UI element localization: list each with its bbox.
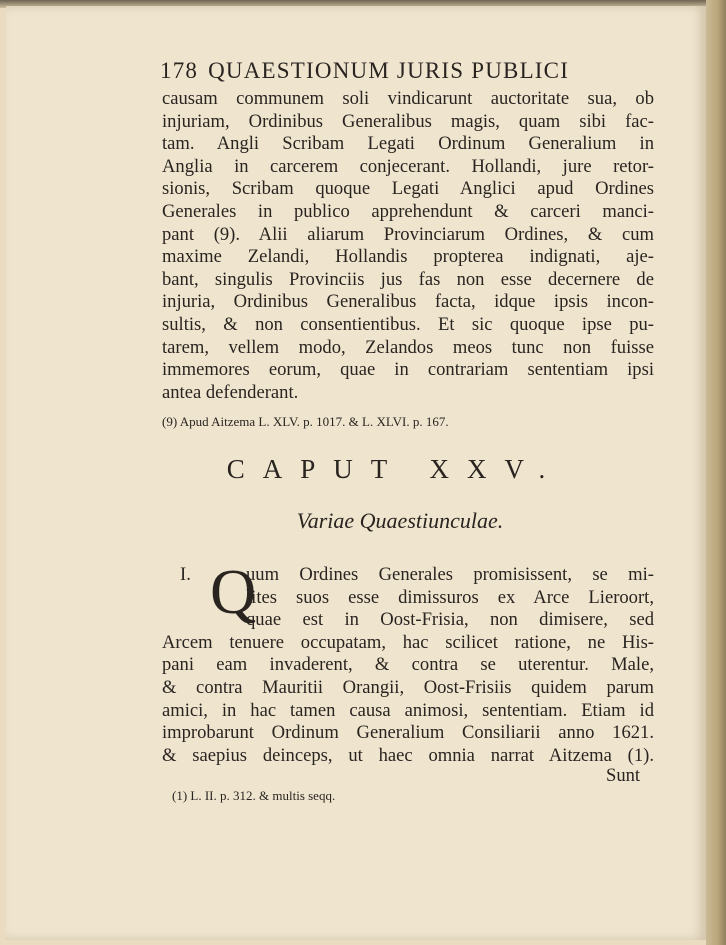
text-line: antea defenderant.	[162, 381, 299, 403]
text-line: pani eam invaderent, & contra se uterentur. Male,	[162, 654, 654, 676]
page-gutter	[706, 0, 726, 945]
chapter-title: CAPUT XXV.	[226, 454, 564, 484]
drop-cap: Q	[210, 556, 257, 627]
running-head	[160, 58, 660, 84]
text-line: sultis, & non consentientibus. Et sic quoque ipse pu-	[162, 313, 654, 335]
page-number: 178	[160, 58, 199, 83]
text-line: Arcem tenuere occupatam, hac scilicet ratione, ne His-	[162, 631, 654, 653]
footnote: (1) L. II. p. 312. & multis seqq.	[172, 788, 336, 803]
section-number: I.	[180, 564, 191, 585]
text-line: & contra Mauritii Orangii, Oost-Frisiis quidem parum	[162, 676, 654, 698]
text-line: tarem, vellem modo, Zelandos meos tunc non fuisse	[162, 336, 654, 358]
footnote: (9) Apud Aitzema L. XLV. p. 1017. & L. XLVI. p. 167.	[162, 414, 449, 429]
text-line: lites suos esse dimissuros ex Arce Lieroort,	[246, 586, 654, 608]
text-line: tam. Angli Scribam Legati Ordinum Generalium in	[162, 133, 654, 155]
text-line: injuriam, Ordinibus Generalibus magis, quam sibi fac-	[162, 110, 654, 132]
text-line: pant (9). Alii aliarum Provinciarum Ordines, & cum	[162, 223, 654, 245]
text-line: uum Ordines Generales promisissent, se mi-	[246, 564, 654, 585]
chapter-subtitle: Variae Quaestiunculae.	[296, 508, 504, 533]
body-paragraph	[162, 88, 654, 404]
catchword: Sunt	[606, 765, 641, 786]
text-line: immemores eorum, quae in contrariam sententiam ipsi	[162, 359, 654, 381]
text-line: amici, in hac tamen causa animosi, sententiam. Etiam id	[162, 699, 654, 721]
text-line: sionis, Scribam quoque Legati Anglici apud Ordines	[162, 178, 654, 200]
text-line: Anglia in carcerem conjecerant. Hollandi, jure retor-	[162, 155, 654, 177]
page-title: QUAESTIONUM JURIS PUBLICI	[208, 58, 570, 83]
text-line: bant, singulis Provinciis jus fas non esse decernere de	[162, 268, 654, 290]
text-line: causam communem soli vindicarunt auctoritate sua, ob	[162, 88, 654, 109]
text-line: quae est in Oost-Frisia, non dimisere, sed	[246, 609, 654, 631]
text-line: improbarunt Ordinum Generalium Consiliarii anno 1621.	[162, 722, 654, 744]
text-line: Generales in publico apprehendunt & carceri manci-	[162, 200, 654, 222]
text-line: maxime Zelandi, Hollandis propterea indignati, aje-	[162, 246, 654, 268]
section-paragraph	[162, 556, 654, 767]
text-line: injuria, Ordinibus Generalibus facta, idque ipsis incon-	[162, 291, 654, 313]
text-line: & saepius deinceps, ut haec omnia narrat Aitzema (1).	[162, 744, 654, 766]
